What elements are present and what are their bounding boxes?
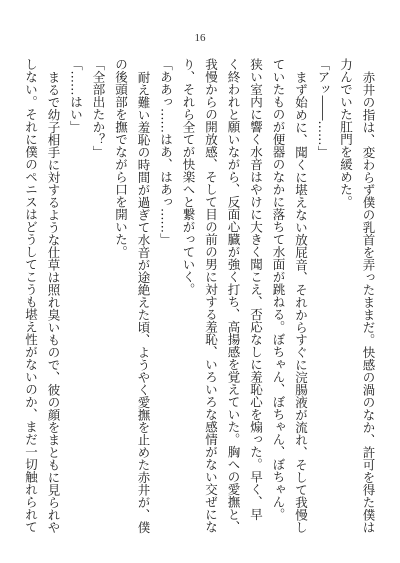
page-number: 16 [194, 32, 206, 44]
text-column-3: 「アッ――……」 [316, 58, 331, 158]
text-column-15: まるで幼子相手に対するような仕草は照れ臭いもので、彼の顔をまともに見られや [46, 70, 61, 533]
text-column-1: 赤井の指は、変わらず僕の乳首を弄ったままだ。快感の渦のなか、許可を得た僕は [361, 70, 376, 533]
text-column-16: しない。それに僕のペニスはどうしてこうも堪え性がないのか、まだ一切触れられて [23, 58, 39, 533]
text-column-2: 力んでいた肛門を緩めた。 [338, 58, 354, 208]
text-column-6: 狭い室内に響く水音はやけに大きく聞こえ、否応なしに羞恥心を煽った。早く、早 [248, 58, 264, 521]
text-column-11: 耐え難い羞恥の時間が過ぎて水音が途絶えた頃、ようやく愛撫を止めた赤井が、僕 [136, 70, 151, 533]
body-text [19, 58, 379, 538]
text-column-13: 「全部出たか？」 [91, 58, 106, 158]
text-column-12: の後頭部を撫でながら口を開いた。 [113, 58, 129, 258]
text-column-4: まず始めに、聞くに堪えない放屁音、それからすぐに浣腸液が流れ、そして我慢し [293, 70, 309, 533]
text-column-9: り、それら全てが快楽へと繋がっていく。 [181, 58, 196, 296]
text-column-14: 「……はい」 [68, 58, 84, 133]
text-column-7: く終われと願いながら、反面心臓が強く打ち、高揚感を覚えていた。胸への愛撫と、 [226, 58, 241, 533]
text-column-10: 「ああっ……はあ、はあっ……」 [158, 58, 174, 246]
text-column-5: ていたものが便器のなかに落ちて水面が跳ねる。ぼちゃん、ぼちゃん、ぼちゃん。 [271, 58, 286, 521]
text-column-8: 我慢からの開放感、そして目の前の男に対する羞恥、いろいろな感情がない交ぜにな [203, 58, 219, 533]
